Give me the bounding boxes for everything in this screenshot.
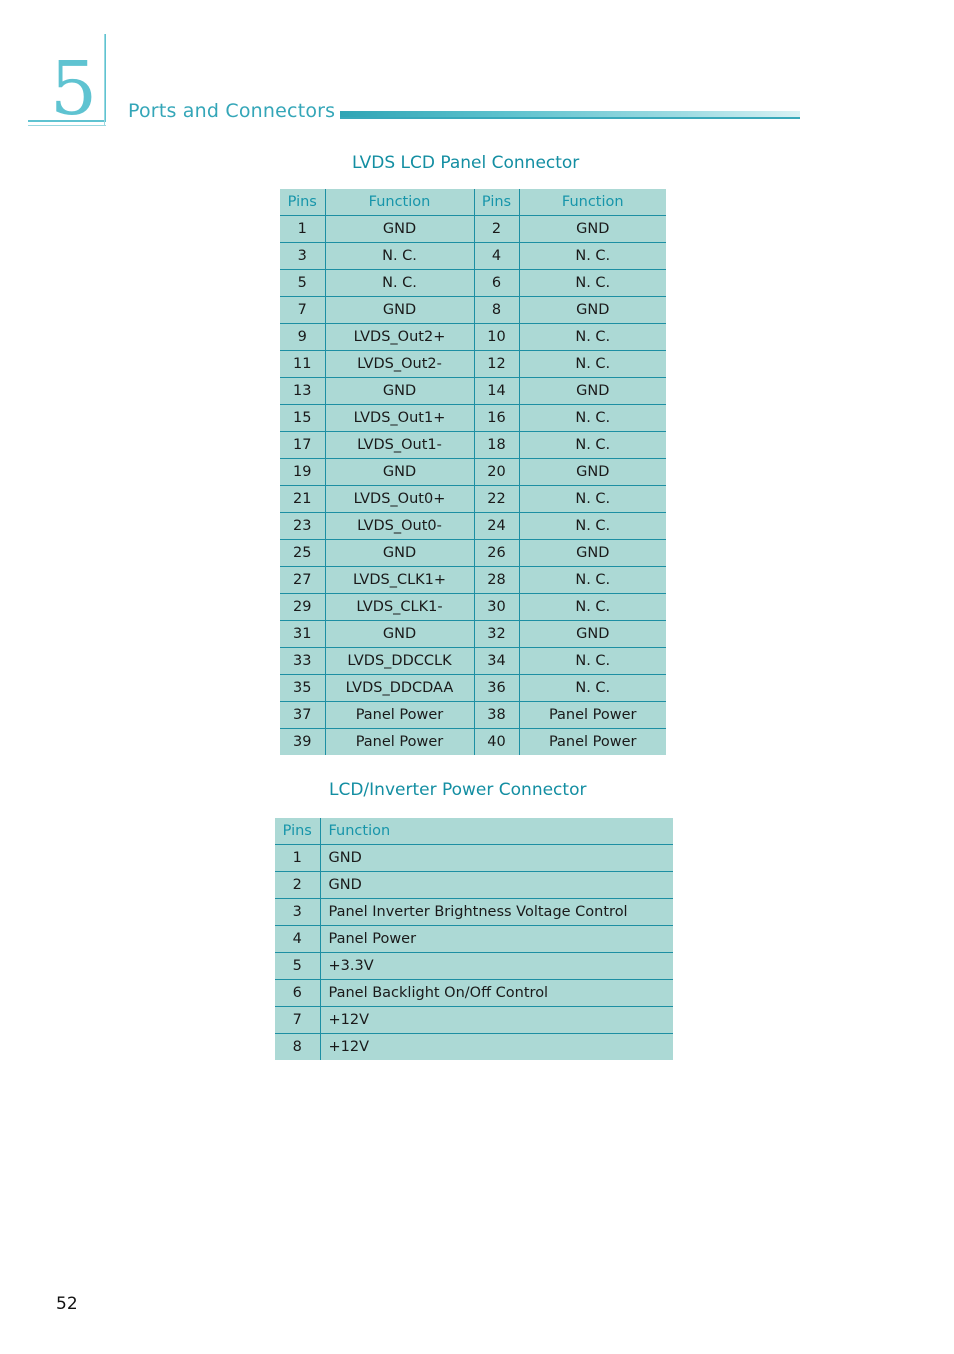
column-header-pins: Pins <box>474 189 519 216</box>
pin-number-cell: 5 <box>275 953 320 980</box>
table-row <box>275 953 673 980</box>
pin-number-cell: 6 <box>474 270 519 297</box>
function-cell: LVDS_Out2- <box>325 351 474 378</box>
function-cell: LVDS_Out0+ <box>325 486 474 513</box>
table-row <box>275 926 673 953</box>
chapter-title-underline <box>340 117 800 119</box>
pin-number-cell: 21 <box>280 486 325 513</box>
function-cell: N. C. <box>519 594 666 621</box>
pin-number-cell: 19 <box>280 459 325 486</box>
table-row <box>280 540 666 567</box>
table-row <box>275 872 673 899</box>
function-cell: LVDS_Out2+ <box>325 324 474 351</box>
pin-number-cell: 40 <box>474 729 519 756</box>
table-row <box>280 513 666 540</box>
column-header-function: Function <box>519 189 666 216</box>
function-cell: LVDS_Out1- <box>325 432 474 459</box>
pin-number-cell: 7 <box>280 297 325 324</box>
pin-number-cell: 10 <box>474 324 519 351</box>
pin-number-cell: 11 <box>280 351 325 378</box>
function-cell: Panel Power <box>519 702 666 729</box>
function-cell: GND <box>325 297 474 324</box>
function-cell: N. C. <box>519 432 666 459</box>
pin-number-cell: 1 <box>275 845 320 872</box>
lvds-table-title: LVDS LCD Panel Connector <box>352 153 580 173</box>
pin-number-cell: 30 <box>474 594 519 621</box>
function-cell: +12V <box>320 1007 673 1034</box>
function-cell: Panel Inverter Brightness Voltage Control <box>320 899 673 926</box>
table-row <box>280 297 666 324</box>
function-cell: Panel Backlight On/Off Control <box>320 980 673 1007</box>
inverter-table-title: LCD/Inverter Power Connector <box>329 780 587 800</box>
function-cell: N. C. <box>325 243 474 270</box>
table-row <box>280 378 666 405</box>
table-row <box>280 459 666 486</box>
pin-number-cell: 4 <box>474 243 519 270</box>
function-cell: N. C. <box>519 351 666 378</box>
pin-number-cell: 14 <box>474 378 519 405</box>
function-cell: N. C. <box>519 324 666 351</box>
function-cell: GND <box>325 540 474 567</box>
function-cell: N. C. <box>519 405 666 432</box>
function-cell: LVDS_DDCDAA <box>325 675 474 702</box>
function-cell: GND <box>325 459 474 486</box>
table-row <box>280 621 666 648</box>
pin-number-cell: 4 <box>275 926 320 953</box>
function-cell: N. C. <box>519 486 666 513</box>
function-cell: LVDS_CLK1+ <box>325 567 474 594</box>
pin-number-cell: 20 <box>474 459 519 486</box>
pin-number-cell: 35 <box>280 675 325 702</box>
pin-number-cell: 8 <box>474 297 519 324</box>
function-cell: N. C. <box>519 675 666 702</box>
function-cell: GND <box>320 872 673 899</box>
function-cell: GND <box>320 845 673 872</box>
function-cell: +3.3V <box>320 953 673 980</box>
function-cell: N. C. <box>519 567 666 594</box>
pin-number-cell: 23 <box>280 513 325 540</box>
chapter-title: Ports and Connectors <box>128 100 336 122</box>
table-row <box>280 702 666 729</box>
pin-number-cell: 38 <box>474 702 519 729</box>
table-row <box>280 351 666 378</box>
function-cell: GND <box>519 216 666 243</box>
function-cell: N. C. <box>519 648 666 675</box>
table-row <box>280 243 666 270</box>
pin-number-cell: 29 <box>280 594 325 621</box>
column-header-function: Function <box>320 818 673 845</box>
lvds-pin-table <box>280 189 666 755</box>
pin-number-cell: 3 <box>280 243 325 270</box>
function-cell: LVDS_Out1+ <box>325 405 474 432</box>
pin-number-cell: 12 <box>474 351 519 378</box>
column-header-pins: Pins <box>280 189 325 216</box>
pin-number-cell: 32 <box>474 621 519 648</box>
table-row <box>280 567 666 594</box>
function-cell: LVDS_Out0- <box>325 513 474 540</box>
table-row <box>275 899 673 926</box>
function-cell: Panel Power <box>548 734 637 750</box>
pin-number-cell: 18 <box>474 432 519 459</box>
pin-number-cell: 17 <box>280 432 325 459</box>
function-cell: Panel Power <box>325 702 474 729</box>
table-row <box>275 845 673 872</box>
function-cell: LVDS_DDCCLK <box>325 648 474 675</box>
chapter-box-shadow-vertical <box>104 34 105 126</box>
function-cell: GND <box>519 378 666 405</box>
table-row <box>280 405 666 432</box>
chapter-number: 5 <box>50 46 98 132</box>
function-cell: GND <box>325 378 474 405</box>
pin-number-cell: 7 <box>275 1007 320 1034</box>
pin-number-cell: 31 <box>280 621 325 648</box>
function-cell: Panel Power <box>325 729 474 756</box>
table-row <box>275 980 673 1007</box>
pin-number-cell: 16 <box>474 405 519 432</box>
table-row <box>280 675 666 702</box>
function-cell: GND <box>519 621 666 648</box>
pin-number-cell: 22 <box>474 486 519 513</box>
pin-number-cell: 27 <box>280 567 325 594</box>
table-row <box>280 486 666 513</box>
pin-number-cell: 26 <box>474 540 519 567</box>
pin-number-cell: 3 <box>275 899 320 926</box>
function-cell: GND <box>519 540 666 567</box>
table-row <box>280 432 666 459</box>
function-cell: GND <box>325 216 474 243</box>
table-header-row <box>280 189 666 216</box>
function-cell: N. C. <box>325 270 474 297</box>
table-row <box>280 594 666 621</box>
function-cell: N. C. <box>519 270 666 297</box>
pin-number-cell: 25 <box>280 540 325 567</box>
inverter-pin-table <box>275 818 673 1060</box>
function-cell: Panel Power <box>320 926 673 953</box>
pin-number-cell: 28 <box>474 567 519 594</box>
pin-number-cell: 1 <box>280 216 325 243</box>
pin-number-cell: 5 <box>280 270 325 297</box>
table-row <box>280 729 666 756</box>
pin-number-cell: 33 <box>280 648 325 675</box>
pin-number-cell: 13 <box>280 378 325 405</box>
page-number: 52 <box>56 1294 78 1314</box>
table-row <box>280 324 666 351</box>
table-row <box>275 1034 673 1061</box>
pin-number-cell: 24 <box>474 513 519 540</box>
function-cell: N. C. <box>519 243 666 270</box>
pin-number-cell: 37 <box>280 702 325 729</box>
table-row <box>275 1007 673 1034</box>
function-cell: +12V <box>328 1039 370 1055</box>
table-header-row <box>275 818 673 845</box>
column-header-pins: Pins <box>275 818 320 845</box>
function-cell: LVDS_CLK1- <box>325 594 474 621</box>
function-cell: GND <box>325 621 474 648</box>
pin-number-cell: 39 <box>280 729 325 756</box>
pin-number-cell: 2 <box>275 872 320 899</box>
function-cell: GND <box>519 297 666 324</box>
pin-number-cell: 6 <box>275 980 320 1007</box>
function-cell: N. C. <box>519 513 666 540</box>
table-row <box>280 648 666 675</box>
pin-number-cell: 8 <box>275 1034 320 1061</box>
pin-number-cell: 36 <box>474 675 519 702</box>
table-row <box>280 216 666 243</box>
column-header-function: Function <box>325 189 474 216</box>
pin-number-cell: 9 <box>280 324 325 351</box>
function-cell: GND <box>519 459 666 486</box>
pin-number-cell: 34 <box>474 648 519 675</box>
table-row <box>280 270 666 297</box>
pin-number-cell: 2 <box>474 216 519 243</box>
pin-number-cell: 15 <box>280 405 325 432</box>
